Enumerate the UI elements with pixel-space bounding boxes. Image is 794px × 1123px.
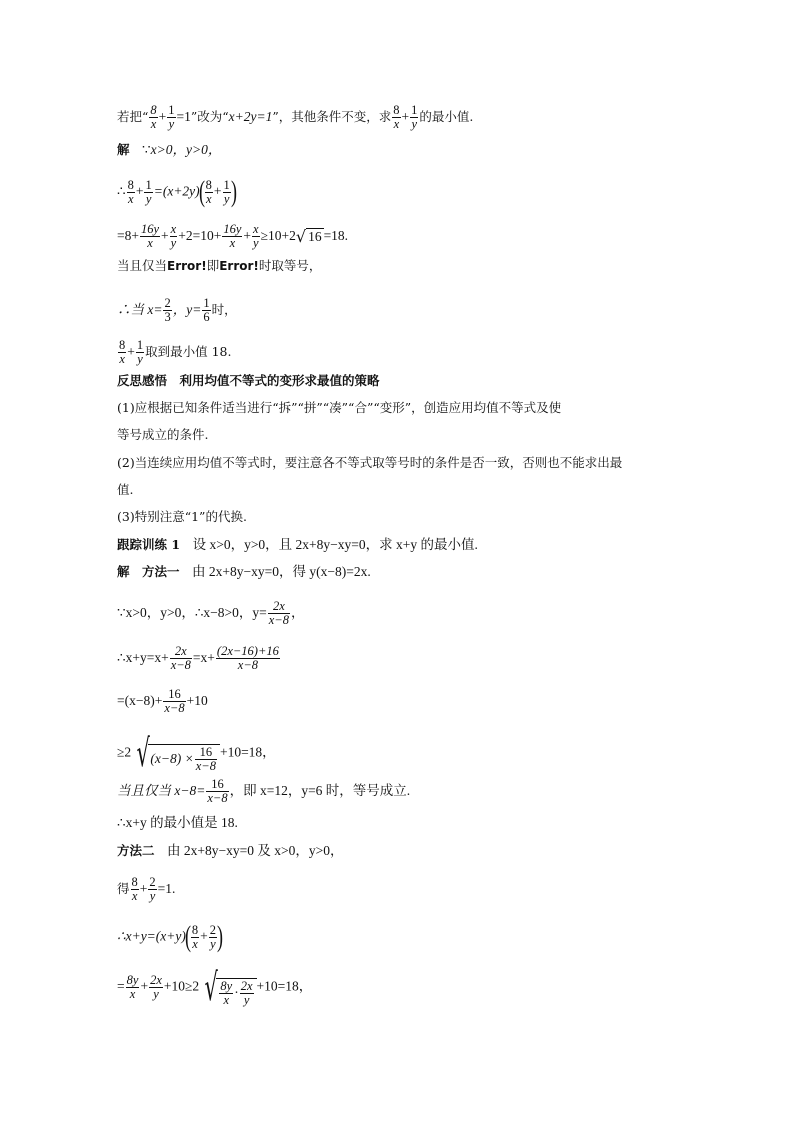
reflection-item: 值. (117, 482, 134, 497)
fraction: $\frac{8y}{x}$ (126, 972, 139, 1001)
method2-step: ∴x+y=(x+y)( $\frac{8}{x}$ + $\frac{2}{y}$ ) (117, 920, 224, 953)
condition-text: 当且仅当 (117, 258, 168, 273)
training-label: 跟踪训练 1 (117, 537, 181, 552)
equation-text: +10=18， (256, 978, 313, 994)
fraction: $\frac{1}{y}$ (136, 338, 144, 366)
equation-text: ∴x+y=(x+y) (117, 928, 186, 944)
sqrt: √ 16 (295, 227, 322, 246)
equation-text: =x+ (192, 650, 215, 665)
fraction: $\frac{1}{y}$ (168, 103, 175, 131)
reflection-subtitle: 利用均值不等式的变形求最值的策略 (179, 373, 380, 388)
fraction: $\frac{2}{y}$ (149, 875, 156, 903)
equation-text: ∴x+y=x+ (117, 650, 169, 665)
fraction: $\frac{x}{y}$ (253, 222, 259, 250)
error-field: Error! (219, 259, 259, 273)
reflection-item: (1)应根据已知条件适当进行“拆”“拼”“凑”“合”“变形”，创造应用均值不等式及使 (117, 400, 562, 415)
fraction: $\frac{1}{y}$ (411, 103, 418, 131)
equation-text: ∴当 x= (117, 302, 163, 317)
equation-text: +10 (186, 693, 208, 708)
equation-text: =(x−8)+ (117, 693, 163, 708)
fraction: $\frac{1}{y}$ (223, 177, 230, 206)
equation-text: +10=18， (219, 744, 276, 760)
equation-text: 由 2x+8y−xy=0，得 y(x−8)=2x. (192, 564, 371, 579)
fraction: $\frac{8}{x}$ (131, 875, 138, 903)
result-text: 取到最小值 18. (145, 344, 232, 359)
solution-start (117, 142, 221, 158)
equation-text: ≥10+2 (260, 228, 296, 243)
equation-text: ，y= (172, 302, 202, 317)
intro-text: 的最小值. (419, 109, 474, 124)
equality-condition (117, 258, 321, 274)
fraction: $\frac{16}{x-8}$ (164, 687, 185, 715)
intro-text: ”改为“ (190, 109, 229, 124)
fraction: $\frac{8}{x}$ (127, 177, 134, 206)
method1-step (117, 645, 281, 672)
method1-step (117, 733, 276, 773)
method1-step (117, 778, 410, 805)
solution-step: =8+ $\frac{16y}{x}$ + $\frac{x}{y}$ +2=10+ $\frac{16y}{x}$ + $\frac{x}{y}$ ≥10+2√ 16 =18. (117, 222, 349, 250)
equation-text: 当且仅当 x−8= (117, 783, 206, 798)
reflection-item: 等号成立的条件. (117, 427, 209, 442)
equation-text: 时， (211, 302, 237, 317)
equation-text: =18. (323, 228, 349, 243)
intro-line: 若把“ $\frac{8}{x}$ + $\frac{1}{y}$ =1”改为“x+2y=1”，其他条件不变，求 $\frac{8}{x}$ + $\frac{1}{y}$ 的最小值. (117, 103, 474, 131)
training-text: 设 x>0，y>0，且 2x+8y−xy=0，求 x+y 的最小值. (192, 537, 478, 552)
fraction: $\frac{16y}{x}$ (223, 222, 242, 250)
reflection-heading (117, 373, 380, 389)
fraction: $\frac{2x}{y}$ (150, 972, 162, 1001)
equation-text: = (117, 978, 125, 994)
fraction: $\frac{8}{x}$ (119, 338, 126, 366)
fraction: $\frac{2x}{x-8}$ (268, 599, 289, 627)
reflection-title: 反思感悟 (117, 373, 168, 388)
fraction: $\frac{8}{x}$ (393, 103, 400, 131)
condition-text: 即 (206, 258, 220, 273)
equation-text: ∵x>0，y>0，∴x−8>0，y= (117, 605, 267, 620)
method1-step (117, 688, 208, 715)
fraction: $\frac{8}{x}$ (191, 922, 199, 951)
equation-text: =(x+2y) (153, 183, 200, 199)
equation-text: =1 (176, 109, 191, 124)
fraction: $\frac{2}{y}$ (209, 922, 217, 951)
therefore-symbol: ∴ (117, 183, 126, 199)
method2-start (117, 843, 343, 859)
fraction: $\frac{1}{6}$ (203, 296, 210, 324)
method2-step: 得 $\frac{8}{x}$ + $\frac{2}{y}$ =1. (117, 875, 176, 903)
method1-step: ∵x>0，y>0，∴x−8>0，y= $\frac{2x}{x-8}$ ， (117, 599, 305, 627)
sqrt: √ $\frac{8y}{x}$ · $\frac{2x}{y}$ (199, 967, 256, 1007)
equation-text: +2=10+ (178, 228, 222, 243)
because-symbol: ∵ (142, 142, 151, 157)
equation-text: 由 2x+8y−xy=0 及 x>0，y>0， (167, 843, 344, 858)
fraction: $\frac{8}{x}$ (205, 177, 212, 206)
solution-label: 解 (117, 142, 130, 157)
equation-text: ≥2 (117, 744, 132, 760)
equation-text: =8+ (117, 228, 139, 243)
solution-result: $\frac{8}{x}$ + $\frac{1}{y}$ 取到最小值 18. (119, 338, 232, 366)
intro-text: 若把“ (117, 109, 149, 124)
reflection-item: (2)当连续应用均值不等式时，要注意各不等式取等号时的条件是否一致，否则也不能求出最 (117, 455, 623, 470)
fraction: $\frac{x}{y}$ (170, 222, 177, 250)
method-label: 方法二 (117, 843, 155, 858)
condition-text: x>0，y>0， (150, 142, 222, 157)
method-label: 解 方法一 (117, 564, 180, 579)
reflection-item: (3)特别注意“1”的代换. (117, 509, 247, 524)
sqrt: √(x−8) × $\frac{16}{x-8}$ (131, 733, 220, 773)
fraction: $\frac{8}{x}$ (150, 103, 157, 131)
solution-values (117, 297, 237, 324)
equation-text: 得 (117, 881, 130, 896)
training-problem (117, 537, 478, 553)
fraction: $\frac{16}{x-8}$ (207, 777, 228, 805)
condition-text: x+2y=1 (228, 109, 273, 124)
method1-result: ∴x+y 的最小值是 18. (117, 815, 238, 830)
fraction: $\frac{(2x-16)+16}{x-8}$ (216, 644, 279, 672)
solution-expand: ∴ $\frac{8}{x}$ + $\frac{1}{y}$ =(x+2y)( $\frac{8}{x}$ + $\frac{1}{y}$ ) (117, 175, 237, 208)
equation-text: ，即 x=12，y=6 时，等号成立. (229, 783, 411, 798)
method1-start (117, 564, 371, 580)
error-field: Error! (167, 259, 207, 273)
intro-text: ”，其他条件不变，求 (272, 109, 392, 124)
method2-step: = $\frac{8y}{x}$ + $\frac{2x}{y}$ +10≥2 √ $\frac{8y}{x}$ · $\frac{2x}{y}$ +10=18， (117, 965, 313, 1009)
equation-text: =1. (157, 881, 176, 896)
fraction: $\frac{2x}{x-8}$ (170, 644, 191, 672)
condition-text: 时取等号， (258, 258, 322, 273)
fraction: $\frac{16y}{x}$ (140, 222, 160, 250)
equation-text: +10≥2 (163, 978, 200, 994)
fraction: $\frac{2}{3}$ (164, 296, 171, 324)
fraction: $\frac{1}{y}$ (145, 177, 152, 206)
